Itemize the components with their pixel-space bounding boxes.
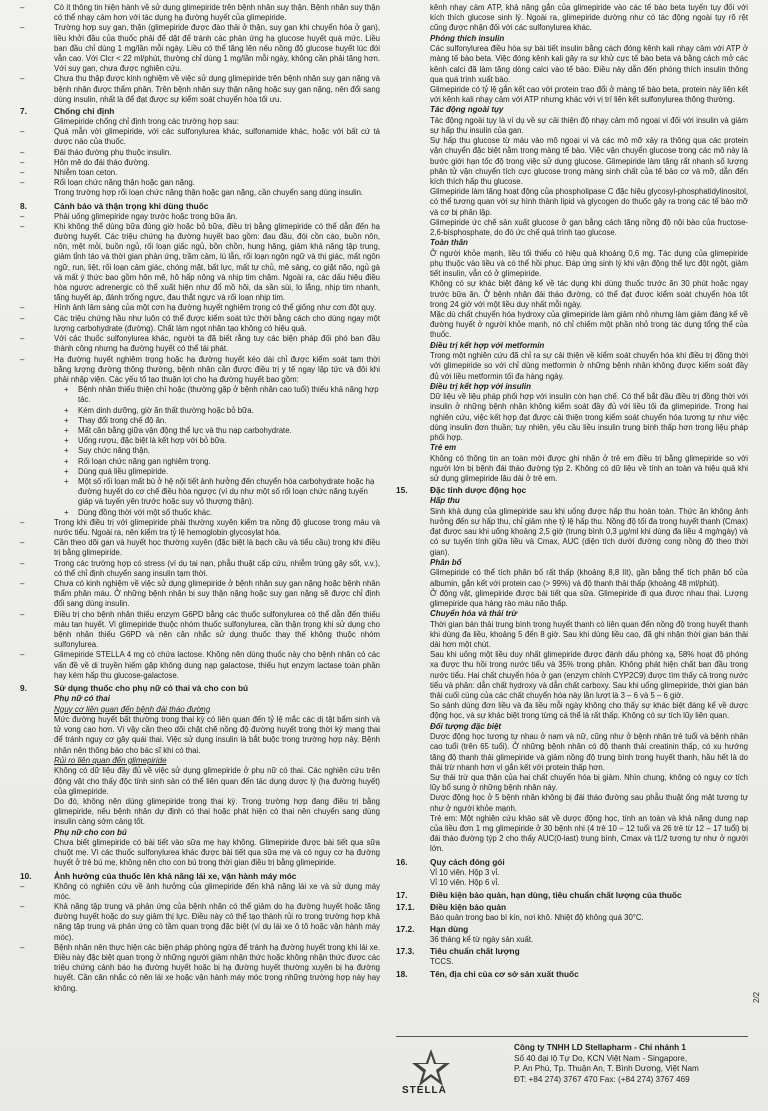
section-pharmacokinetics: 15. Đặc tính dược động học Hấp thu Sinh khả dụng của glimepiride sau khi uống được hấp thu hoàn toàn. Thức ăn không ảnh hưởng đến sự hấp thu, chỉ giảm nhẹ tỷ lệ hấp thu. Nồng độ tối đa trong huyết thanh (Cmax) đạt được sau khi uống khoảng 2,5 giờ (trung bình 0,3 μg/ml khi dùng đa liều 4 mg/ngày) và có sự tuyến tính giữa liều và Cmax, AUC (diện tích dưới đường cong nồng độ theo thời gian). Phân bố Glimepiride có thể tích phân bố rất thấp (khoảng 8,8 lít), gần bằng thể tích phân bố của albumin, gắn kết với protein cao (> 99%) và độ thanh thải thấp (khoảng 48 ml/phút). Ở động vật, glimepiride được bài tiết qua sữa. Glimepiride đi qua được nhau thai. Lượng glimepiride qua hàng rào máu não thấp. Chuyển hóa và thải trừ Thời gian bán thải trung bình trong huyết thanh có liên quan đến nồng độ trong huyết thanh khi dùng đa liều, khoảng 5 đến 8 giờ. Sau khi dùng liều cao, đã ghi nhận thời gian bán thải dài hơn một chút. Sau khi uống một liều duy nhất glimepiride được đánh dấu phóng xạ, 58% hoạt độ phóng xạ được thu hồi trong nước tiểu và 35% trong phân. Không phát hiện chất ban đầu trong nước tiểu. Hai chất chuyển hóa ở gan (enzym chính CYP2C9) được tìm thấy cả trong nước tiểu và phân: dẫn chất hydroxy và dẫn chất carboxy. Sau khi uống glimepiride, thời gian bán thải cuối cùng của các chất chuyển hóa này lần lượt là 3 – 6 và 5 – 6 giờ. So sánh dùng đơn liều và đa liều mỗi ngày không cho thấy sự khác biệt đáng kể về dược động học, và sự khác biệt trong từng cá thể là rất thấp. Không có sự tích lũy liên quan. Đối tượng đặc biệt Dược động học tương tự nhau ở nam và nữ, cũng như ở bệnh nhân trẻ tuổi và bệnh nhân cao tuổi (trên 65 tuổi). Ở những bệnh nhân có độ thanh thải creatinin thấp, có xu hướng tăng độ thanh thải glimepiride và giảm nồng độ trung bình trong huyết thanh, hầu hết là do thải trừ nhanh hơn vì gắn kết với protein thấp hơn. Sự thải trừ qua thận của hai chất chuyển hóa bị giảm. Nhìn chung, không có nguy cơ tích lũy bổ sung ở những bệnh nhân này. Dược động học ở 5 bệnh nhân không bị đái tháo đường sau phẫu thuật ống mật tương tự như ở người khỏe mạnh. Trẻ em: Một nghiên cứu khảo sát về dược động học, tính an toàn và khả năng dung nạp của liều đơn 1 mg glimepiride ở 30 bệnh nhi (4 trẻ 10 – 12 tuổi và 26 trẻ từ 12 – 17 tuổi) bị đái tháo đường týp 2 cho thấy AUC(0-last) trung bình, Cmax và t1/2 tương tự như ở người lớn. xyxy=(396,485,748,854)
right-column: kênh nhạy cảm ATP, khả năng gắn của glimepiride vào các tế bào beta tuyến tụy đối với kích thích glucose sinh lý. Ngoài ra, glimepiride dường như có tác động ngoài tụy rõ rệt cũng được nhận đối với các sulfonylurea khác. Phóng thích insulin Các sulfonylurea điều hòa sự bài tiết insulin bằng cách đóng kênh kali nhạy cảm với ATP ở màng tế bào beta. Việc đóng kênh kali gây ra sự khử cực tế bào beta và bằng cách mở các kênh calci đã làm tăng dòng calci vào tế bào. Điều này dẫn đến phóng thích insulin thông qua quá trình xuất bào. Glimepiride có tỷ lệ gắn kết cao với protein trao đổi ở màng tế bào beta, protein này liên kết với kênh kali nhạy cảm với ATP nhưng khác với vị trí liên kết sulfonylurea thông thường. Tác động ngoài tụy Tác động ngoài tụy là ví dụ về sự cải thiện độ nhạy cảm mô ngoại vi đối với insulin và giảm sự hấp thu insulin của gan. Sự hấp thu glucose từ máu vào mô ngoại vi và các mô mỡ xảy ra thông qua các protein vận chuyển đặc biệt nằm trong màng tế bào. Việc vận chuyển glucose trong các mô này là bước giới hạn tốc độ trong việc sử dụng glucose. Glimepiride làm tăng rất nhanh số lượng phân tử vận chuyển tích cực glucose trong màng sinh chất của tế bào cơ và mỡ, dẫn đến kích thích hấp thu glucose. Glimepiride làm tăng hoạt động của phospholipase C đặc hiệu glycosyl-phosphatidylinositol, có thể tương quan với sự hình thành lipid và glycogen do thuốc gây ra trong các tế bào mỡ và cơ bị phân lập. Glimepiride ức chế sản xuất glucose ở gan bằng cách tăng nồng độ nội bào của fructose-2,6-bisphosphate, do đó ức chế quá trình tạo glucose. Toàn thân Ở người khỏe mạnh, liều tối thiểu có hiệu quả khoảng 0,6 mg. Tác dụng của glimepiride phụ thuộc vào liều và có thể hồi phục. Đáp ứng sinh lý khi vận động thể lực đột ngột, giảm tiết insulin, vẫn có ở glimepiride. Không có sự khác biệt đáng kể về tác dụng khi dùng thuốc trước ăn 30 phút hoặc ngay trước bữa ăn. Ở bệnh nhân đái tháo đường, có thể đạt được kiểm soát chuyển hóa tốt trong 24 giờ với một liều duy nhất mỗi ngày. Mặc dù chất chuyển hóa hydroxy của glimepiride làm giảm nhỏ nhưng làm giảm đáng kể về đường huyết ở người khỏe mạnh, nó chỉ chiếm một phần nhỏ trong tác dụng tổng thể của thuốc. Điều trị kết hợp với metformin Trong một nghiên cứu đã chỉ ra sự cải thiện về kiểm soát chuyển hóa khi điều trị đồng thời với glimepiride so với chỉ dùng metformin ở những bệnh nhân không được kiểm soát đầy đủ với liều metformin tối đa hàng ngày. Điều trị kết hợp với insulin Dữ liệu về liệu pháp phối hợp với insulin còn hạn chế. Có thể bắt đầu điều trị đồng thời với insulin ở những bệnh nhân không kiểm soát đầy đủ với liều tối đa glimepiride. Trong hai nghiên cứu, việc kết hợp đạt được cải thiện trong kiểm soát chuyển hóa tương tự như việc dùng insulin đơn thuần; tuy nhiên, yêu cầu liều insulin trung bình thấp hơn trong liệu pháp phối hợp. Trẻ em Không có thông tin an toàn mới được ghi nhận ở trẻ em điều trị bằng glimepiride so với người lớn bị bệnh đái tháo đường týp 2. Không có dữ liệu về tính an toàn và hiệu quả khi sử dụng glimepiride lâu dài ở trẻ em. 15. Đặc tính dược động học Hấp thu Sinh khả dụng của glimepiride sau khi uống được hấp thu hoàn toàn. Thức ăn không ảnh hưởng đến sự hấp thu, chỉ giảm nhẹ tỷ lệ hấp thu. Nồng độ tối đa trong huyết thanh (Cmax) đạt được sau khi uống khoảng 2,5 giờ (trung bình 0,3 μg/ml khi dùng đa liều 4 mg/ngày) và có sự tuyến tính giữa liều và Cmax, AUC (diện tích dưới đường cong nồng độ theo thời gian). Phân bố Glimepiride có thể tích phân bố rất thấp (khoảng 8,8 lít), gần bằng thể tích phân bố của albumin, gắn kết với protein cao (> 99%) và độ thanh thải thấp (khoảng 48 ml/phút). Ở động vật, glimepiride được bài tiết qua sữa. Glimepiride đi qua được nhau thai. Lượng glimepiride qua hàng rào máu não thấp. Chuyển hóa và thải trừ Thời gian bán thải trung bình trong huyết thanh có liên quan đến nồng độ trong huyết thanh khi dùng đa liều, khoảng 5 đến 8 giờ. Sau khi dùng liều cao, đã ghi nhận thời gian bán thải dài hơn một chút. Sau khi uống một liều duy nhất glimepiride được đánh dấu phóng xạ, 58% hoạt độ phóng xạ được thu hồi trong nước tiểu và 35% trong phân. Không phát hiện chất ban đầu trong nước tiểu. Hai chất chuyển hóa ở gan (enzym chính CYP2C9) được tìm thấy cả trong nước tiểu và phân: dẫn chất hydroxy và dẫn chất carboxy. Sau khi uống glimepiride, thời gian bán thải cuối cùng của các chất chuyển hóa này lần lượt là 3 – 6 và 5 – 6 giờ. So sánh dùng đơn liều và đa liều mỗi ngày không cho thấy sự khác biệt đáng kể về dược động học, và sự khác biệt trong từng cá thể là rất thấp. Không có sự tích lũy liên quan. Đối tượng đặc biệt Dược động học tương tự nhau ở nam và nữ, cũng như ở bệnh nhân trẻ tuổi và bệnh nhân cao tuổi (trên 65 tuổi). Ở những bệnh nhân có độ thanh thải creatinin thấp, có xu hướng tăng độ thanh thải glimepiride và giảm nồng độ trung bình trong huyết thanh, hầu hết là do thải trừ nhanh hơn vì gắn kết với protein thấp hơn. Sự thải trừ qua thận của hai chất chuyển hóa bị giảm. Nhìn chung, không có nguy cơ tích lũy bổ sung ở những bệnh nhân này. Dược động học ở 5 bệnh nhân không bị đái tháo đường sau phẫu thuật ống mật tương tự như ở người khỏe mạnh. Trẻ em: Một nghiên cứu khảo sát về dược động học, tính an toàn và khả năng dung nạp của liều đơn 1 mg glimepiride ở 30 bệnh nhi (4 trẻ 10 – 12 tuổi và 26 trẻ từ 12 – 17 tuổi) bị đái tháo đường týp 2 cho thấy AUC(0-last) trung bình, Cmax và t1/2 tương tự như ở người lớn. 16. Quy cách đóng gói Vỉ 10 viên. Hộp 3 vỉ. Vỉ 10 viên. Hộp 6 vỉ. 17. Điều kiện bảo quản, hạn dùng, tiêu chuẩn chất lượng của thuốc 17.1. Điều kiện bảo quản Bảo quản trong bao bì kín, nơi khô. Nhiệt độ không quá 30°C. 17.2. Hạn dùng 36 tháng kể từ ngày sản xuất. 17.3. Tiêu chuẩn chất lượng TCCS. 18. Tên, địa chỉ của cơ sở sản xuất thuốc xyxy=(396,3,748,979)
section-title: Sử dụng thuốc cho phụ nữ có thai và cho con bú xyxy=(54,683,249,693)
section-title: Cảnh báo và thận trọng khi dùng thuốc xyxy=(54,200,209,211)
page-number: 2/2 xyxy=(752,991,761,1003)
section-manufacturer: 18. Tên, địa chỉ của cơ sở sản xuất thuốc xyxy=(396,968,579,979)
section-pregnancy: 9. Sử dụng thuốc cho phụ nữ có thai và cho con bú Phụ nữ có thai Nguy cơ liên quan đến bệnh đái tháo đường Mức đường huyết bất thường trong thai kỳ có liên quan đến tỷ lệ mắc các dị tật bẩm sinh và tử vong cao hơn. Vì vậy cần theo dõi chặt chẽ nồng độ đường huyết trong thời kỳ mang thai để tránh nguy cơ gây quái thai. Việc sử dụng insulin là bắt buộc trong trường hợp này. Bệnh nhân nên thông báo cho bác sĩ khi có thai. Rủi ro liên quan đến glimepiride Không có dữ liệu đầy đủ về việc sử dụng glimepiride ở phụ nữ có thai. Các nghiên cứu trên động vật cho thấy độc tính sinh sản có thể liên quan đến tác dụng dược lý (hạ đường huyết) của glimepiride. Do đó, không nên dùng glimepiride trong thai kỳ. Trong trường hợp đang điều trị bằng glimepiride, nếu bệnh nhân dự định có thai hoặc phát hiện có thai nên chuyển sang dùng insulin càng sớm càng tốt. Phụ nữ cho con bú Chưa biết glimepiride có bài tiết vào sữa mẹ hay không. Glimepiride được bài tiết qua sữa chuột mẹ. Vì các thuốc sulfonylurea khác được bài tiết qua sữa mẹ và có nguy cơ hạ đường huyết ở trẻ bú mẹ, không nên cho con bú trong thời gian điều trị bằng glimepiride. xyxy=(20,683,380,868)
logo-text: STELLA xyxy=(402,1085,447,1096)
section-title: Ảnh hưởng của thuốc lên khả năng lái xe, vận hành máy móc xyxy=(54,870,297,881)
left-column xyxy=(20,0,380,1111)
section-contraindications: 7. Chống chỉ định Glimepiride chống chỉ định trong các trường hợp sau: – Quá mẫn với glimepiride, với các sulfonylurea khác, sulfonamide khác, hoặc với bất cứ tá dược nào của thuốc. – Đái tháo đường phụ thuộc insulin. – Hôn mê do đái tháo đường. – Nhiễm toan ceton. – Rối loạn chức năng thận hoặc gan nặng. Trong trường hợp rối loạn chức năng thận hoặc gan nặng, cần chuyển sang dùng insulin. xyxy=(20,106,380,198)
section-driving: 10. Ảnh hưởng của thuốc lên khả năng lái xe, vận hành máy móc – Không có nghiên cứu về ảnh hưởng của glimepiride đến khả năng lái xe và sử dụng máy móc. – Khả năng tập trung và phản ứng của bệnh nhân có thể giảm do hạ đường huyết hoặc tăng đường huyết hoặc do suy giảm thị lực. Điều này có thể tạo thành rủi ro trong trường hợp khả năng tập trung và phản ứng có tầm quan trọng đặc biệt (ví dụ lái xe ô tô hoặc vận hành máy móc). – Bệnh nhân nên thực hiện các biện pháp phòng ngừa để tránh hạ đường huyết trong khi lái xe. Điều này đặc biệt quan trọng ở những người giảm nhận thức hoặc không nhận thức được các triệu chứng cảnh báo hạ đường huyết hoặc bị hạ đường huyết thường xuyên bị hạ đường huyết. Cần cân nhắc có nên lái xe hoặc vận hành máy móc trong những trường hợp này hay không. xyxy=(20,870,380,993)
section-title: Quy cách đóng gói xyxy=(430,856,505,867)
bullet: – Trường hợp suy gan, thận (glimepiride được đào thải ở thận, suy gan khi chuyển hóa ở gan), liều khởi đầu của thuốc phải để dặt để tránh các phản ứng hạ glucose huyết quá mức. Liều ban đầu chỉ dùng 1 mg/lần mỗi ngày. Liều có thể tăng lên nếu nồng độ glucose huyết lúc đói vẫn cao. Với Clcr < 22 ml/phút, thường chỉ dùng 1 mg/lần mỗi ngày, không cần phải tăng hơn. Với suy gan, chưa được nghiên cứu. xyxy=(20,23,380,74)
manufacturer-footer xyxy=(396,1036,748,1107)
bullet: – Chưa thu thập được kinh nghiệm về việc sử dụng glimepiride trên bệnh nhân suy gan nặng và bệnh nhân được thẩm phân. Trên bệnh nhân suy thận nặng hoặc suy gan nặng, nên đổi sang dùng insulin, nhất là để đạt được sự kiểm soát chuyển hóa tối ưu. xyxy=(20,74,380,104)
section-title: Chống chỉ định xyxy=(54,106,115,117)
section-warnings: 8. Cảnh báo và thận trọng khi dùng thuốc – Phải uống glimepiride ngay trước hoặc trong bữa ăn. – Khi không thể dùng bữa đúng giờ hoặc bỏ bữa, điều trị bằng glimepiride có thể dẫn đến hạ đường huyết. Các triệu chứng hạ đường huyết bao gồm: đau đầu, đói cồn cào, buồn nôn, nôn, mệt mỏi, buồn ngủ, rối loạn giấc ngủ, bồn chồn, hung hăng, giảm khả năng tập trung, giảm tỉnh táo và thời gian phản ứng, trầm cảm, lú lẫn, rối loạn ngôn ngữ và thị giác, mất ngôn ngữ, run, liệt, rối loạn cảm giác, chóng mặt, bất lực, mất tự chủ, mê sảng, co giật não, ngủ gà và mất ý thức bao gồm hôn mê, hô hấp nông và nhịp tim chậm. Ngoài ra, các dấu hiệu điều hòa ngược adrenergic có thể xuất hiện như đổ mồ hôi, da sần sùi, lo lắng, nhịp tim nhanh, tăng huyết áp, đánh trống ngực, đau thắt ngực và rối loạn nhịp tim. – Hình ảnh lâm sàng của một cơn hạ đường huyết nghiêm trọng có thể giống như cơn đột quỵ. – Các triệu chứng hầu như luôn có thể được kiểm soát tức thời bằng cách cho dùng ngay một lượng carbohydrate (đường). Chất làm ngọt nhân tạo không có hiệu quả. – Với các thuốc sulfonylurea khác, người ta đã biết rằng tuy các biện pháp đối phó ban đầu thành công nhưng hạ đường huyết có thể tái phát. – Hạ đường huyết nghiêm trọng hoặc hạ đường huyết kéo dài chỉ được kiểm soát tạm thời bằng lượng đường thông thường, bệnh nhân cần được điều trị y tế ngay lập tức và đôi khi phải nhập viện. Các yếu tố tạo thuận lợi cho hạ đường huyết bao gồm: + Bệnh nhân thiếu thiện chí hoặc (thường gặp ở bệnh nhân cao tuổi) thiếu khả năng hợp tác. + Kém dinh dưỡng, giờ ăn thất thường hoặc bỏ bữa. + Thay đổi trong chế độ ăn. + Mất cân bằng giữa vận động thể lực và thu nạp carbohydrate. + Uống rượu, đặc biệt là kết hợp với bỏ bữa. + Suy chức năng thận. + Rối loạn chức năng gan nghiêm trọng. + Dùng quá liều glimepiride. + Một số rối loạn mất bù ở hệ nội tiết ảnh hưởng đến chuyển hóa carbohydrate hoặc hạ đường huyết do cơ chế điều hòa ngược (ví dụ như một số rối loạn chức năng tuyến giáp và tuyến yên trước hoặc suy vỏ thượng thận). + Dùng đồng thời với một số thuốc khác. – Trong khi điều trị với glimepiride phải thường xuyên kiểm tra nồng độ glucose trong máu và nước tiểu. Ngoài ra, nên kiểm tra tỷ lệ hemoglobin glycosylat hóa. – Cần theo dõi gan và huyết học thường xuyên (đặc biệt là bạch cầu và tiểu cầu) trong khi điều trị bằng glimepiride. – Trong các trường hợp có stress (ví dụ tai nạn, phẫu thuật cấp cứu, nhiễm trùng gây sốt, v.v.), có thể chỉ định chuyển sang insulin tạm thời. – Chưa có kinh nghiệm về việc sử dụng glimepiride ở bệnh nhân suy gan nặng hoặc bệnh nhân thẩm phân máu. Ở những bệnh nhân bị suy thận nặng hoặc suy gan nặng sẽ được chỉ định đổi sang dùng insulin. – Điều trị cho bệnh nhân thiếu enzym G6PD bằng các thuốc sulfonylurea có thể dẫn đến thiếu máu tan huyết. Vì glimepiride thuộc nhóm thuốc sulfonylurea, cần thận trọng khi sử dụng cho bệnh nhân thiếu G6PD và nên cân nhắc sử dụng thuốc thay thế không thuộc nhóm sulfonylurea. – Glimepiride STELLA 4 mg có chứa lactose. Không nên dùng thuốc này cho bệnh nhân có các vấn đề về di truyền hiếm gặp không dung nạp galactose, thiếu hụt enzym lactase toàn phần hay kém hấp thu glucose-galactose. xyxy=(20,200,380,680)
company-info: Công ty TNHH LD Stellapharm - Chi nhánh 1 Số 40 đại lộ Tự Do, KCN Việt Nam - Singapore, P. An Phú, Tp. Thuận An, T. Bình Dương, Việt Nam ĐT: +84 274) 3767 470 Fax: (+84 274) 3767 469 xyxy=(514,1043,699,1084)
section-packaging: 16. Quy cách đóng gói Vỉ 10 viên. Hộp 3 vỉ. Vỉ 10 viên. Hộp 6 vỉ. xyxy=(396,856,505,887)
bullet: – Có ít thông tin hiện hành về sử dụng glimepiride trên bệnh nhân suy thận. Bệnh nhân suy thận có thể nhạy cảm hơn với tác dụng hạ đường huyết của glimepiride. xyxy=(20,3,380,23)
section-title: Đặc tính dược động học xyxy=(430,485,527,496)
section-storage: 17. Điều kiện bảo quản, hạn dùng, tiêu chuẩn chất lượng của thuốc xyxy=(396,890,682,901)
